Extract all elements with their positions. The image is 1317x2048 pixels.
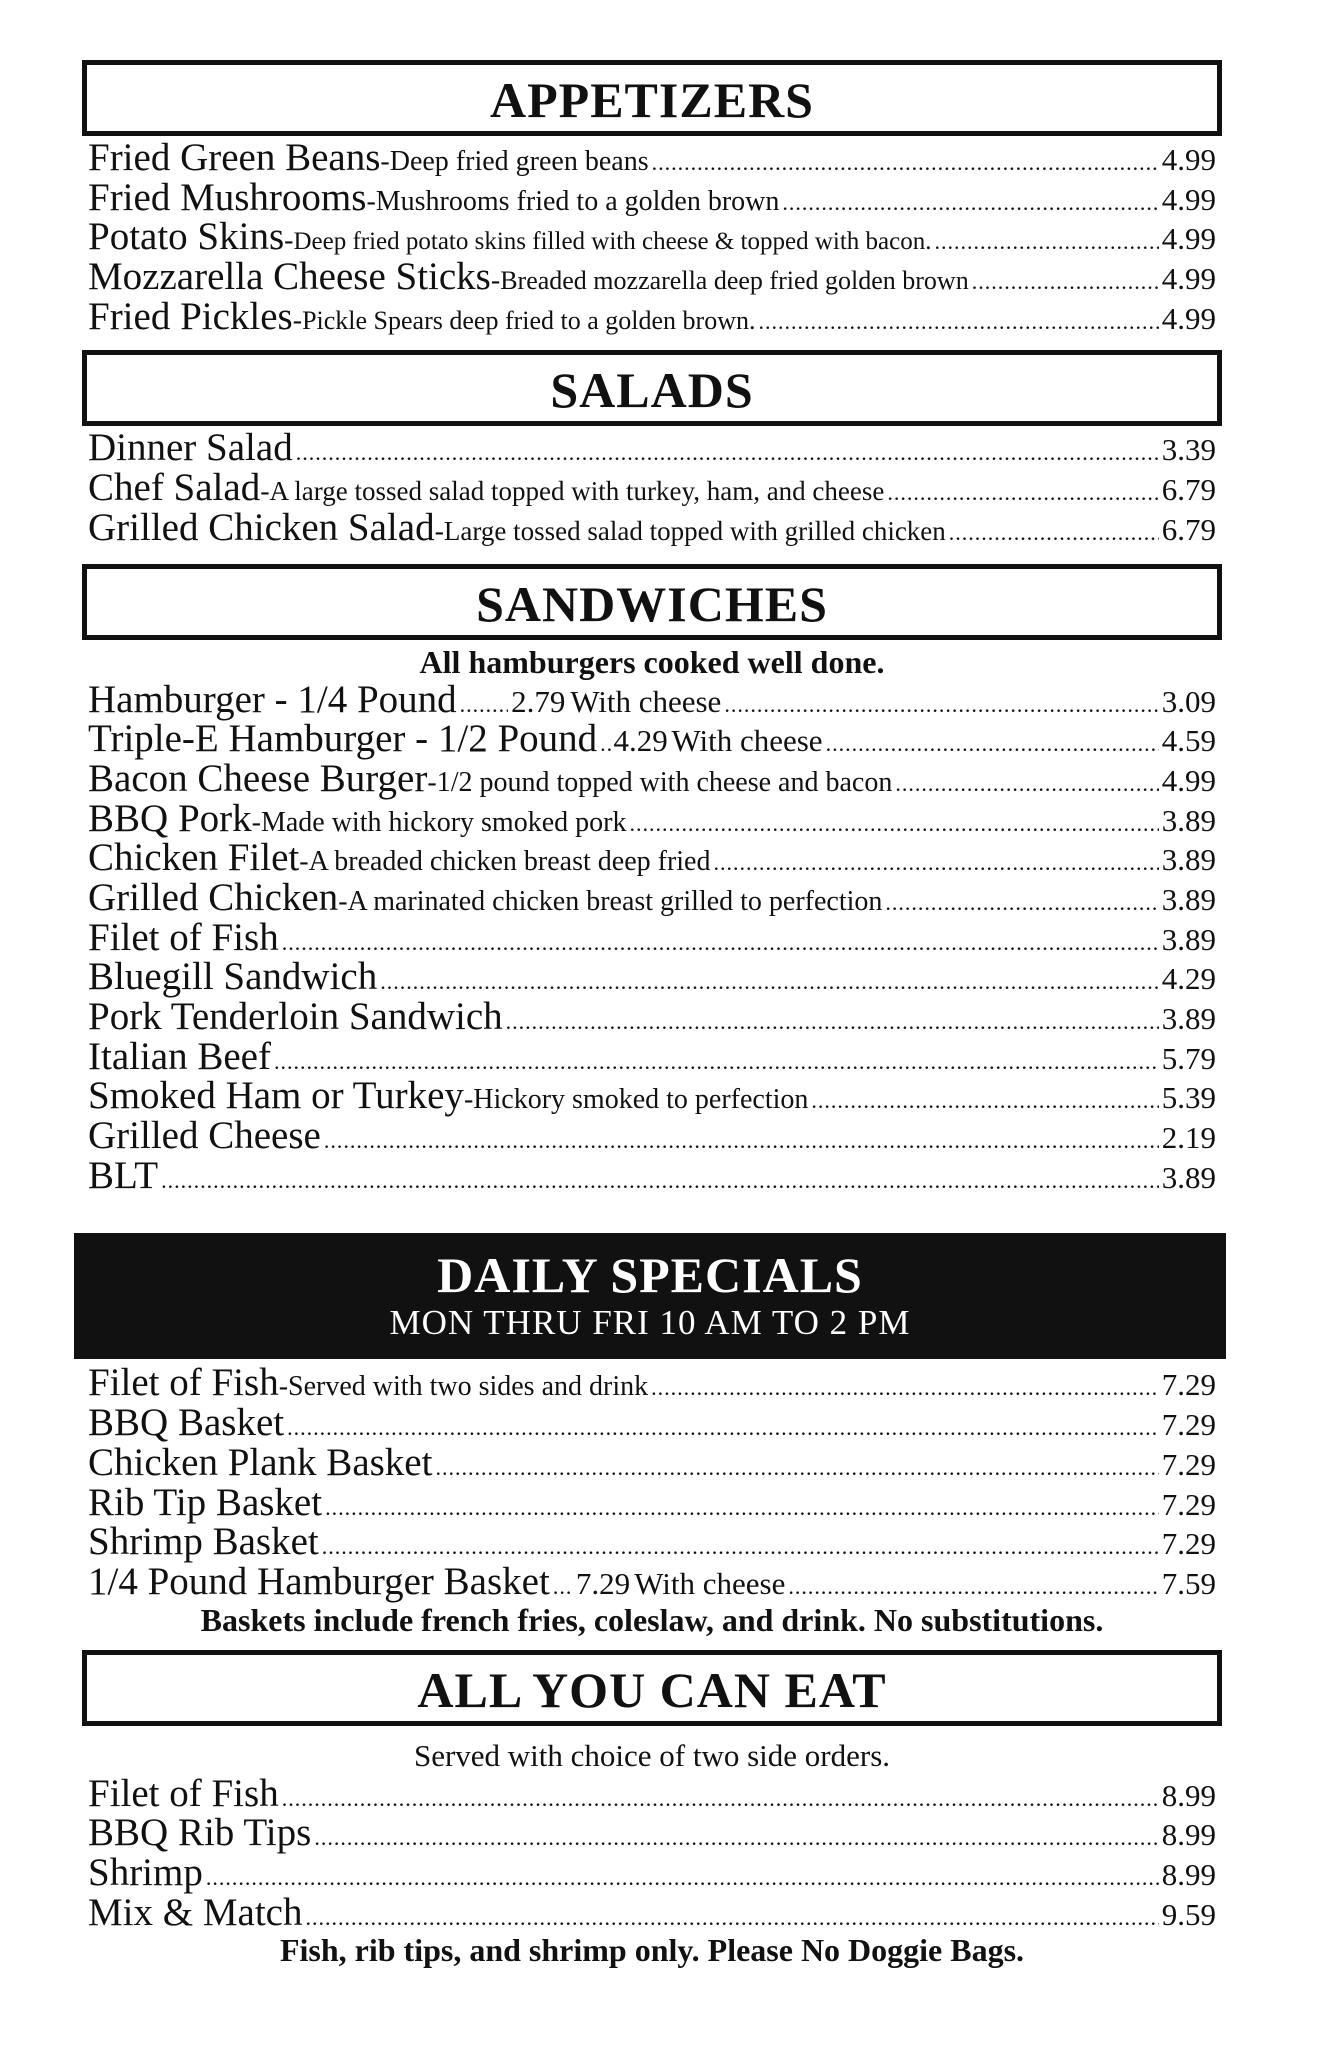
menu-item [82, 468, 1222, 508]
dot-leader [811, 1081, 1158, 1121]
menu-item [82, 1363, 1222, 1403]
item-name: Grilled Chicken Salad [88, 505, 435, 549]
item-name: BBQ Basket [88, 1401, 285, 1445]
item-description: Breaded mozzarella deep fried golden brown [500, 266, 969, 296]
menu-item [82, 217, 1222, 257]
item-name: BBQ Pork [88, 796, 252, 840]
item-separator: - [490, 265, 501, 297]
dot-leader [788, 1567, 1158, 1607]
item-price: 6.79 [1161, 511, 1216, 547]
dot-leader [282, 1779, 1159, 1819]
item-price: 3.89 [1161, 802, 1216, 838]
menu-item [82, 875, 1222, 919]
with-cheese-price: 4.59 [1161, 723, 1216, 759]
item-description: Mushrooms fried to a golden brown [375, 185, 780, 217]
menu-item [82, 505, 1222, 549]
menu-item [82, 294, 1222, 338]
menu-item [82, 138, 1222, 178]
item-separator: - [366, 185, 376, 217]
item-separator: - [299, 846, 309, 878]
baskets-note: Baskets include french fries, coleslaw, and drink. No substitutions. [200, 1601, 1104, 1638]
item-price: 7.29 [1161, 1446, 1216, 1482]
item-price: 7.29 [1161, 1526, 1216, 1562]
daily-specials-title: DAILY SPECIALS [437, 1247, 863, 1304]
item-name: Hamburger - 1/4 Pound [88, 677, 457, 721]
item-price: 4.29 [613, 723, 668, 759]
item-name: BLT [88, 1153, 159, 1197]
menu-item [82, 1850, 1222, 1894]
item-price: 7.29 [1161, 1486, 1216, 1522]
dot-leader [553, 1567, 573, 1607]
menu-page [82, 60, 1222, 1968]
item-price: 5.79 [1161, 1040, 1216, 1076]
item-name: Bacon Cheese Burger [88, 756, 428, 800]
item-description: Deep fried potato skins filled with cheese & topped with bacon. [293, 228, 932, 256]
menu-item [82, 957, 1222, 997]
item-description: Served with two sides and drink [288, 1371, 649, 1403]
menu-item [82, 997, 1222, 1037]
menu-item [82, 1076, 1222, 1116]
item-separator: - [292, 304, 303, 336]
dot-leader [759, 302, 1159, 342]
item-description: 1/2 pound topped with cheese and bacon [436, 766, 893, 798]
with-cheese-price: 3.09 [1161, 683, 1216, 719]
menu-item [82, 1813, 1222, 1853]
item-price: 7.29 [575, 1565, 631, 1601]
with-cheese-price: 7.59 [1161, 1565, 1216, 1601]
item-price: 3.89 [1161, 921, 1216, 957]
dot-leader [324, 1121, 1159, 1161]
dot-leader [282, 923, 1159, 963]
item-name: Rib Tip Basket [88, 1480, 323, 1524]
item-separator: - [284, 225, 294, 257]
item-separator: - [380, 146, 390, 177]
menu-item [82, 796, 1222, 840]
item-name: Grilled Chicken [88, 875, 339, 919]
item-name: Triple-E Hamburger - 1/2 Pound [88, 717, 598, 761]
item-price: 4.29 [1161, 961, 1216, 997]
dot-leader [296, 433, 1159, 473]
item-price: 8.99 [1161, 1856, 1216, 1892]
dot-leader [782, 183, 1158, 223]
dot-leader [652, 143, 1159, 183]
sandwiches-list [82, 677, 1222, 1197]
with-cheese-label: With cheese [570, 683, 722, 719]
item-separator: - [338, 885, 348, 917]
salads-header: SALADS [82, 350, 1222, 426]
menu-item [82, 1771, 1222, 1815]
all-you-can-eat-note: Served with choice of two side orders. [413, 1737, 891, 1773]
item-name: Fried Pickles [88, 294, 293, 338]
dot-leader [826, 724, 1159, 764]
sandwiches-note: All hamburgers cooked well done. [419, 643, 885, 680]
appetizers-list [82, 138, 1222, 336]
dot-leader [724, 685, 1158, 725]
item-description: Large tossed salad topped with grilled chicken [443, 515, 946, 546]
daily-specials-header [74, 1233, 1226, 1359]
dot-leader [885, 883, 1158, 923]
menu-item [82, 1403, 1222, 1443]
item-name: Fried Green Beans [88, 136, 381, 179]
item-price: 7.29 [1161, 1407, 1216, 1443]
item-price: 4.99 [1161, 261, 1216, 297]
menu-item [82, 257, 1222, 297]
item-price: 4.99 [1161, 221, 1216, 257]
dot-leader [934, 222, 1158, 262]
item-price: 4.99 [1161, 300, 1216, 336]
menu-item [82, 756, 1222, 800]
dot-leader [600, 724, 610, 764]
item-price: 3.39 [1161, 432, 1216, 468]
dot-leader [887, 473, 1158, 513]
item-price: 2.19 [1161, 1120, 1216, 1156]
item-price: 9.59 [1161, 1896, 1216, 1932]
item-name: Pork Tenderloin Sandwich [88, 995, 503, 1038]
burger-item [82, 1559, 1222, 1603]
menu-item [82, 838, 1222, 878]
item-price: 5.39 [1161, 1080, 1216, 1116]
item-name: Dinner Salad [88, 426, 293, 470]
menu-item [82, 175, 1222, 219]
dot-leader [506, 1002, 1159, 1042]
dot-leader [435, 1448, 1158, 1488]
item-separator: - [278, 1371, 289, 1403]
daily-specials-hours: MON THRU FRI 10 AM TO 2 PM [389, 1303, 911, 1343]
item-name: Fried Mushrooms [88, 175, 367, 219]
item-price: 4.99 [1161, 142, 1216, 177]
item-name: Filet of Fish [88, 915, 279, 959]
menu-item [82, 1522, 1222, 1562]
with-cheese-label: With cheese [634, 1565, 786, 1601]
item-name: Potato Skins [88, 215, 285, 259]
item-name: Chef Salad [88, 466, 261, 510]
dot-leader [895, 764, 1158, 804]
item-description: A large tossed salad topped with turkey, ham, and cheese [269, 476, 885, 507]
menu-item [82, 1034, 1222, 1078]
item-description: Made with hickory smoked pork [260, 806, 627, 838]
burger-item [82, 719, 1222, 759]
item-name: Filet of Fish [88, 1771, 279, 1815]
item-description: Hickory smoked to perfection [473, 1084, 809, 1116]
all-you-can-eat-header: ALL YOU CAN EAT [82, 1650, 1222, 1726]
dot-leader [651, 1368, 1159, 1408]
item-price: 8.99 [1161, 1777, 1216, 1813]
item-price: 3.89 [1161, 881, 1216, 917]
item-name: Smoked Ham or Turkey [88, 1074, 464, 1118]
dot-leader [161, 1161, 1159, 1201]
item-price: 7.29 [1161, 1367, 1216, 1403]
item-price: 3.89 [1161, 842, 1216, 878]
menu-item [82, 1890, 1222, 1934]
all-you-can-eat-list [82, 1771, 1222, 1934]
appetizers-header: APPETIZERS [82, 60, 1222, 136]
item-name: Shrimp [88, 1850, 203, 1894]
menu-item [82, 1153, 1222, 1197]
item-price: 3.89 [1161, 1159, 1216, 1195]
daily-specials-list [82, 1363, 1222, 1601]
item-price: 4.99 [1161, 762, 1216, 798]
item-price: 3.89 [1161, 1001, 1216, 1036]
item-description: A breaded chicken breast deep fried [308, 846, 711, 878]
item-separator: - [260, 476, 270, 508]
menu-item [82, 428, 1222, 468]
item-description: Deep fried green beans [389, 146, 649, 177]
item-name: Italian Beef [88, 1034, 271, 1078]
item-separator: - [463, 1084, 474, 1116]
menu-item [82, 1480, 1222, 1524]
dot-leader [325, 1488, 1159, 1528]
burger-item [82, 677, 1222, 721]
salads-list [82, 428, 1222, 547]
sandwiches-header: SANDWICHES [82, 564, 1222, 640]
menu-item [82, 1116, 1222, 1156]
dot-leader [713, 843, 1158, 883]
item-name: Bluegill Sandwich [88, 955, 378, 999]
item-separator: - [434, 515, 444, 547]
item-name: Shrimp Basket [88, 1520, 319, 1564]
menu-item [82, 915, 1222, 959]
menu-item [82, 1440, 1222, 1484]
item-price: 8.99 [1161, 1817, 1216, 1853]
no-doggie-bags-note: Fish, rib tips, and shrimp only. Please No Doggie Bags. [279, 1932, 1025, 1969]
dot-leader [949, 513, 1159, 553]
item-description: A marinated chicken breast grilled to perfection [347, 885, 883, 917]
item-name: Chicken Filet [88, 836, 300, 880]
item-name: Mozzarella Cheese Sticks [88, 255, 491, 299]
item-name: Filet of Fish [88, 1361, 279, 1405]
item-name: 1/4 Pound Hamburger Basket [88, 1559, 550, 1603]
item-price: 2.79 [511, 683, 566, 719]
item-name: Grilled Cheese [88, 1114, 321, 1158]
dot-leader [206, 1858, 1159, 1898]
item-name: BBQ Rib Tips [88, 1811, 312, 1855]
dot-leader [629, 804, 1158, 844]
item-name: Chicken Plank Basket [88, 1440, 433, 1484]
dot-leader [972, 262, 1159, 302]
item-description: Pickle Spears deep fried to a golden brown. [302, 305, 756, 335]
dot-leader [314, 1818, 1158, 1858]
item-price: 4.99 [1161, 181, 1216, 217]
item-separator: - [427, 766, 437, 798]
item-separator: - [251, 806, 261, 838]
with-cheese-label: With cheese [671, 723, 823, 759]
item-price: 6.79 [1161, 472, 1216, 508]
item-name: Mix & Match [88, 1890, 303, 1934]
